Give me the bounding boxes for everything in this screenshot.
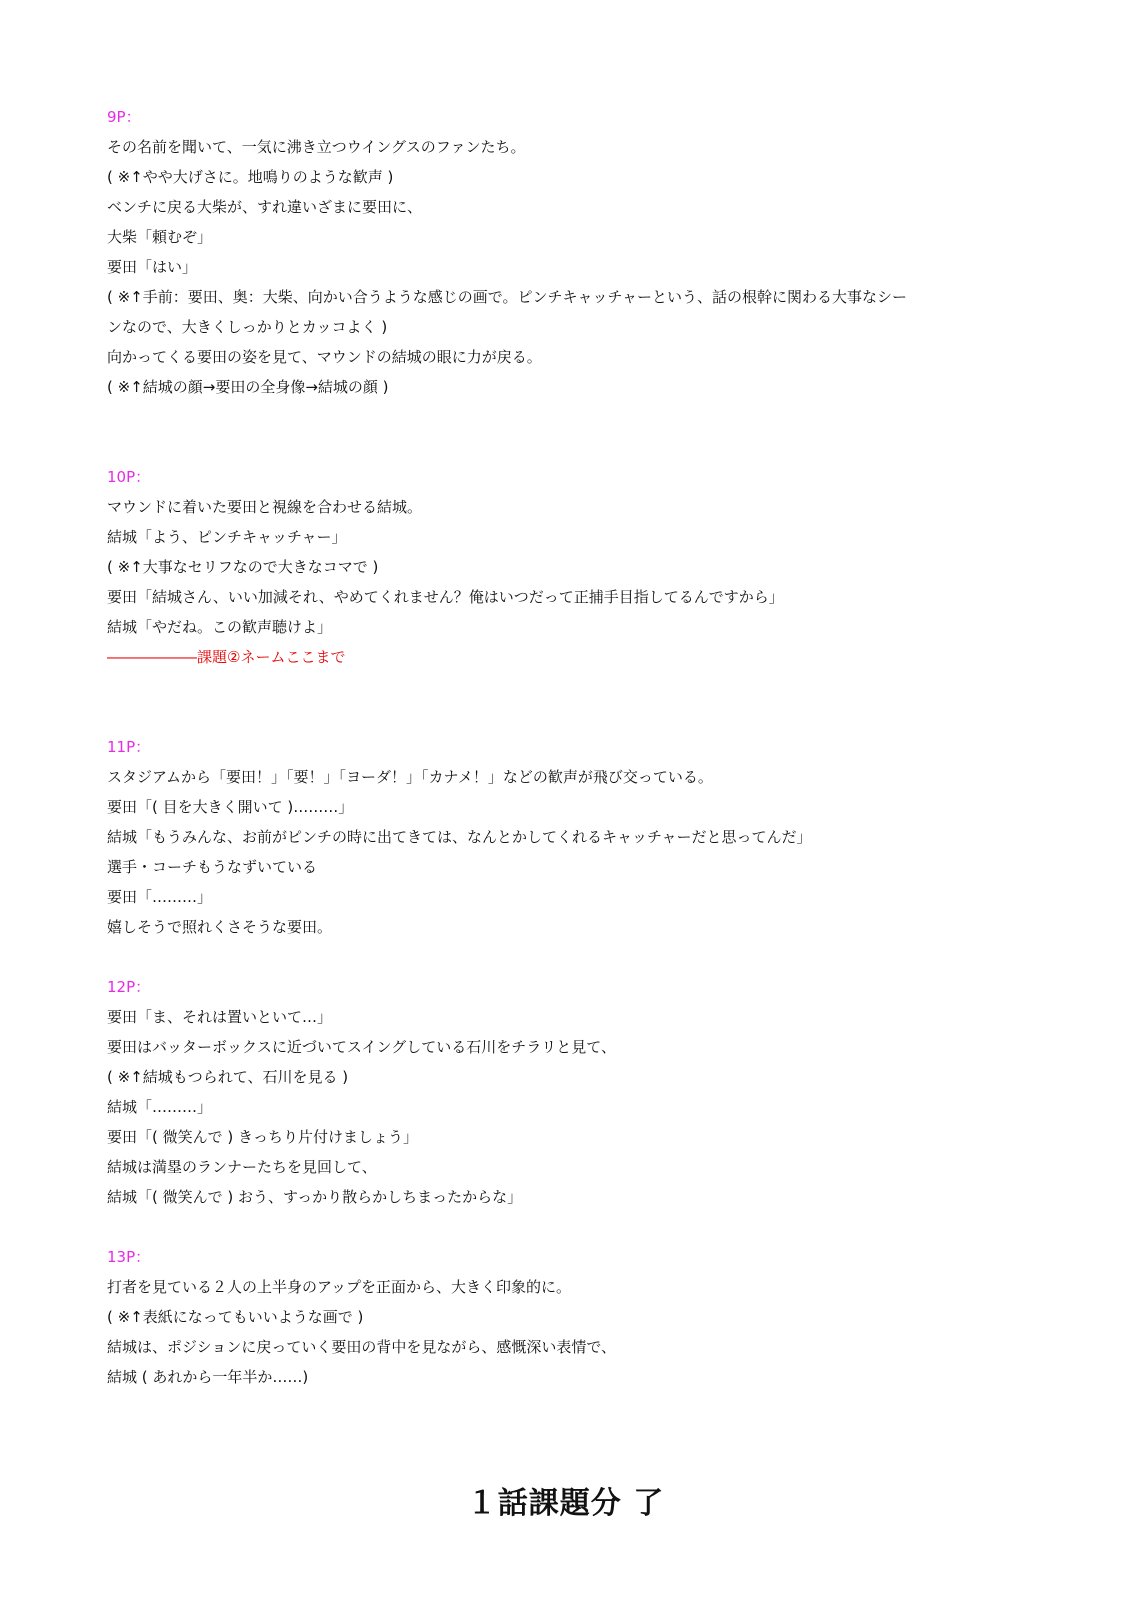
script-line: 打者を見ている２人の上半身のアップを正面から、大きく印象的に。 (107, 1278, 571, 1296)
script-line: 要田「ま、それは置いといて…」 (107, 1008, 333, 1026)
script-line: 要田「( 微笑んで ) きっちり片付けましょう」 (107, 1128, 419, 1146)
script-line: 向かってくる要田の姿を見て、マウンドの結城の眼に力が戻る。 (107, 348, 542, 366)
section-11p (107, 732, 1067, 942)
script-line: ( ※↑結城もつられて、石川を見る ) (107, 1068, 349, 1086)
script-line: その名前を聞いて、一気に沸き立つウイングスのファンたち。 (107, 138, 526, 156)
script-document (107, 102, 1067, 1392)
section-header-9p: 9P： (107, 108, 141, 126)
script-line: 嬉しそうで照れくさそうな要田。 (107, 918, 333, 936)
script-line: マウンドに着いた要田と視線を合わせる結城。 (107, 498, 423, 516)
section-9p (107, 102, 1067, 402)
script-line: ( ※↑大事なセリフなので大きなコマで ) (107, 558, 379, 576)
section-header-13p: 13P： (107, 1248, 151, 1266)
script-line: 要田はバッターボックスに近づいてスイングしている石川をチラリと見て、 (107, 1038, 616, 1056)
section-10p (107, 462, 1067, 672)
script-line: ベンチに戻る大柴が、すれ違いざまに要田に、 (107, 198, 423, 216)
script-line: ( ※↑やや大げさに。地鳴りのような歓声 ) (107, 168, 394, 186)
script-line: 大柴「頼むぞ」 (107, 228, 213, 246)
section-12p (107, 972, 1067, 1212)
script-line: ンなので、大きくしっかりとカッコよく ) (107, 318, 388, 336)
script-line: 結城は満塁のランナーたちを見回して、 (107, 1158, 377, 1176)
script-line: スタジアムから「要田！」「要！」「ヨーダ！」「カナメ！」などの歓声が飛び交っている。 (107, 768, 713, 786)
script-line: ( ※↑表紙になってもいいような画で ) (107, 1308, 364, 1326)
script-line: 結城「………」 (107, 1098, 213, 1116)
script-line: 要田「結城さん、いい加減それ、やめてくれません？俺はいつだって正捕手目指してるんですから」 (107, 588, 784, 606)
assignment-end-note: ――――――課題②ネームここまで (107, 648, 346, 666)
script-line: 選手・コーチもうなずいている (107, 858, 318, 876)
section-header-10p: 10P： (107, 468, 151, 486)
script-line: 結城は、ポジションに戻っていく要田の背中を見ながら、感慨深い表情で、 (107, 1338, 617, 1356)
section-spacer (107, 942, 1067, 972)
script-line: 結城 ( あれから一年半か……) (107, 1368, 309, 1386)
script-line: 結城「( 微笑んで ) おう、すっかり散らかしちまったからな」 (107, 1188, 523, 1206)
section-spacer (107, 402, 1067, 462)
script-line: 結城「やだね。この歓声聴けよ」 (107, 618, 333, 636)
section-spacer (107, 672, 1067, 732)
section-header-11p: 11P： (107, 738, 151, 756)
script-line: ( ※↑手前：要田、奥：大柴、向かい合うような感じの画で。ピンチキャッチャーという、話の根幹に関わる大事なシー (107, 288, 908, 306)
script-line: 結城「よう、ピンチキャッチャー」 (107, 528, 347, 546)
script-line: 要田「( 目を大きく開いて )………」 (107, 798, 354, 816)
episode-end-title: １話課題分 了 (466, 1486, 665, 1521)
section-header-12p: 12P： (107, 978, 151, 996)
section-13p (107, 1242, 1067, 1392)
script-line: 要田「………」 (107, 888, 213, 906)
script-line: 結城「もうみんな、お前がピンチの時に出てきては、なんとかしてくれるキャッチャーだと思ってんだ」 (107, 828, 812, 846)
script-line: 要田「はい」 (107, 258, 198, 276)
script-line: ( ※↑結城の顔→要田の全身像→結城の顔 ) (107, 378, 389, 396)
section-spacer (107, 1212, 1067, 1242)
